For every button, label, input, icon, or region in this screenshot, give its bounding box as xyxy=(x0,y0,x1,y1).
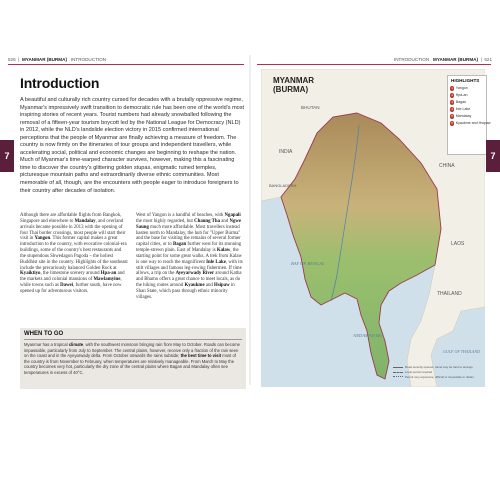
bold-term: Ayeyarwady River xyxy=(175,271,215,277)
bold-term: climate xyxy=(68,342,84,347)
running-head-left: 526 | MYANMAR (BURMA) INTRODUCTION xyxy=(8,57,107,62)
bold-term: Inle Lake xyxy=(206,259,226,265)
country-label-thailand: THAILAND xyxy=(437,291,462,297)
highlight-item: 4 Inle Lake xyxy=(451,107,471,111)
header-rule xyxy=(8,64,244,65)
text-run: and the markets and colonial mansions of xyxy=(20,271,125,283)
bold-term: Bagan xyxy=(173,242,187,248)
running-head-section: MYANMAR (BURMA) xyxy=(433,57,479,62)
left-page xyxy=(0,55,248,390)
bold-term: Mandalay xyxy=(74,218,96,224)
text-run: . This former capital makes a great introduction to the country, with evocative colonial-era buildings, some of the country's best restaurants and the stupendous Shwedagon Pagoda – the holiest Buddhist site in the country. Highlights of the southeast include the precariously balanced Golden Rock at xyxy=(20,236,128,271)
sea-label-bay-of-bengal: BAY OF BENGAL xyxy=(291,261,325,266)
chapter-tab-right: 7 xyxy=(486,140,500,172)
text-run: Although there are affordable flights from Bangkok, Singapore and elsewhere to xyxy=(20,213,122,224)
bold-term: Kyaukme xyxy=(184,283,205,289)
chapter-tab-left: 7 xyxy=(0,140,14,172)
legend-row: Permit very expensive, difficult or impossible to obtain xyxy=(393,375,485,380)
text-run: , while towns such as xyxy=(20,277,122,289)
country-label-laos: LAOS xyxy=(451,241,465,247)
highlight-number: 1 xyxy=(451,86,453,90)
page-number: 521 xyxy=(484,57,492,62)
text-run: and xyxy=(220,218,230,224)
highlight-number: 5 xyxy=(451,114,453,118)
bold-term: Hsipaw xyxy=(214,283,230,289)
country-label-china: CHINA xyxy=(439,163,455,169)
highlight-item: 5 Mandalay xyxy=(451,114,472,118)
bold-term: Dawei xyxy=(60,283,74,289)
text-run: in Shan State, which pass through ethnic minority villages. xyxy=(136,283,235,300)
bold-term: Ngwe Saung xyxy=(136,218,242,230)
page-number: 526 xyxy=(8,57,16,62)
text-run: the most highly regarded, but xyxy=(136,218,195,224)
header-rule xyxy=(257,64,491,65)
highlight-number: 2 xyxy=(451,93,453,97)
text-run: , with its stilt villages and famous leg-rowing fishermen. If time allows, a trip on the xyxy=(136,259,243,277)
text-run: , further south, have now opened up for adventurous visitors. xyxy=(20,283,122,294)
text-run: , with the southwest monsoon bringing rain from May to October. Roads can become impassable, particularly from July to September. The central plains, however, receive only a fraction of the rain seen on the coast and in the Ayeyarwady delta. From October onwards the rains subside; xyxy=(24,342,241,358)
text-run: , the limestone scenery around xyxy=(40,271,101,277)
map-legend xyxy=(393,365,485,379)
running-head-section: MYANMAR (BURMA) xyxy=(21,57,67,62)
legend-line xyxy=(393,376,403,377)
text-run: Myanmar has a tropical xyxy=(24,342,69,347)
bold-term: the best time to visit xyxy=(180,353,222,358)
highlight-number: 4 xyxy=(451,107,453,111)
right-page xyxy=(251,55,500,390)
text-run: further west for its stunning temple-strewn plain. East of Mandalay is xyxy=(136,242,242,254)
bold-term: Hpa-an xyxy=(100,271,117,277)
map-title: MYANMAR (BURMA) xyxy=(273,76,315,94)
text-run: West of Yangon is a handful of beaches, with xyxy=(136,213,225,218)
highlight-item: 3 Bagan xyxy=(451,100,467,104)
country-label-bangladesh: BANGLADESH xyxy=(269,183,297,188)
bold-term: Kyaiktiyo xyxy=(20,271,41,277)
highlight-item: 1 Yangon xyxy=(451,86,468,90)
body-column-1 xyxy=(20,213,128,295)
sea-label-andaman-sea: ANDAMAN SEA xyxy=(353,333,384,338)
legend-line xyxy=(393,367,403,368)
text-run: , and overland arrivals became possible in 2013 with the opening of four Thai border crossings, most people will start their visit in xyxy=(20,218,126,242)
bold-term: Yangon xyxy=(34,236,51,242)
country-label-india: INDIA xyxy=(279,149,293,155)
page-title: Introduction xyxy=(20,75,100,91)
legend-row: Road recently opened, travel may be hard to arrange xyxy=(393,365,485,370)
sea-label-gulf-of-thailand: GULF OF THAILAND xyxy=(443,349,480,354)
text-run: most of the country is from November to February, when temperatures are relatively manageable. From March to May the country becomes very hot, particularly the dry zone of the central plains where Bagan and Mandalay often see temperatures in excess of 40°C. xyxy=(24,353,236,375)
running-head-subsection: INTRODUCTION xyxy=(70,57,107,62)
highlights-title: HIGHLIGHTS xyxy=(451,78,480,83)
text-run: and xyxy=(204,283,215,289)
running-head-right: INTRODUCTION MYANMAR (BURMA) | 521 xyxy=(393,57,492,62)
highlight-number: 6 xyxy=(451,121,453,125)
highlight-item: 6 Kyaukme and Hsipaw xyxy=(451,121,491,125)
lead-paragraph: A beautiful and culturally rich country cursed for decades with a brutally oppressive regime, Myanmar's impressively swift transition to democratic rule has been one of the world's most inspiring stories of recent years. Tourist numbers had already snowballed following the removal of a fifteen-year tourism boycott led by the National League for Democracy (NLD) in 2012, while the NLD's landslide election victory in 2015 confirmed international perceptions that the people of Myanmar are finally achieving a measure of freedom. The country is now firmly on the itineraries of tour groups and independent travellers, while accelerating social, political and economic changes are beginning to reshape the nation. Much of Myanmar's time-warped character survives, however, making this a fascinating time to discover the country's glittering golden stupas, enigmatic ruined temples, picturesque mountain paths and extraordinarily diverse ethnic communities. Most memorable of all, though, are the encounters with people eager to introduce foreigners to their country after decades of isolation. xyxy=(20,97,245,194)
when-to-go-title: WHEN TO GO xyxy=(24,331,64,337)
legend-row: Local permit required xyxy=(393,370,485,375)
bold-term: Ngapali xyxy=(224,213,241,218)
highlight-number: 3 xyxy=(451,100,453,104)
bold-term: Mawlamyine xyxy=(93,277,121,283)
highlight-item: 2 Hpa-an xyxy=(451,93,468,97)
box-rule xyxy=(24,339,242,340)
when-to-go-body xyxy=(24,342,242,375)
bold-term: Chaung Tha xyxy=(194,218,221,224)
text-run: around Katha and Bhamo offers a great chance to meet locals, as do the hiking routes around xyxy=(136,271,242,289)
body-column-2 xyxy=(136,213,244,301)
running-head-subsection: INTRODUCTION xyxy=(393,57,430,62)
text-run: much more affordable. Most travellers instead hasten north to Mandalay, the hub for "Upper Burma" and the base for visiting the remains of several former capital cities, or to xyxy=(136,224,241,248)
highlights-list xyxy=(450,85,491,127)
when-to-go-box xyxy=(20,328,246,389)
text-run: , the starting point for some great walks. A trek from Kalaw is one way to reach the magnificent xyxy=(136,248,242,265)
bold-term: Kalaw xyxy=(216,248,231,254)
country-label-bhutan: BHUTAN xyxy=(301,105,320,110)
legend-line xyxy=(393,372,403,373)
highlights-box xyxy=(447,75,491,155)
